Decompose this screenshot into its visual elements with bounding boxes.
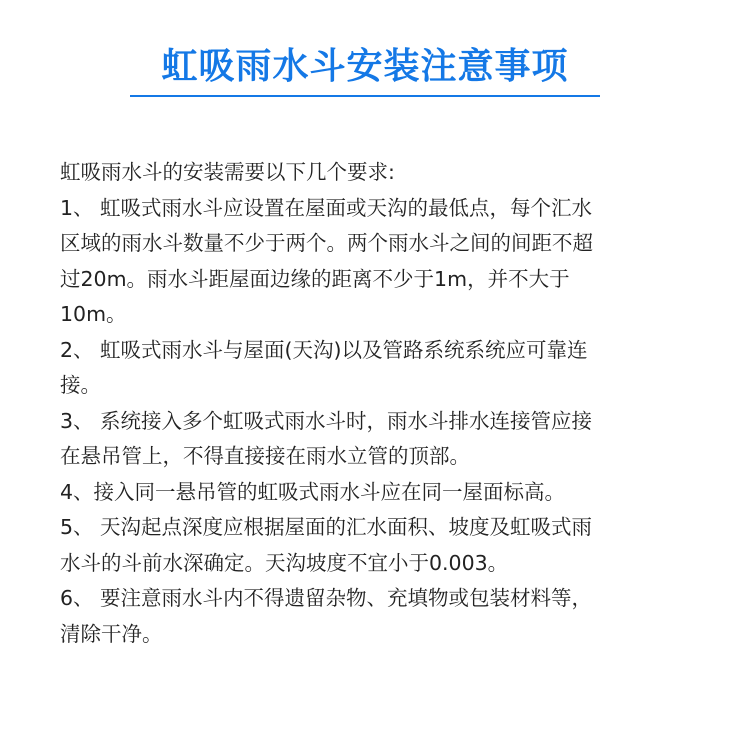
item-line: 区域的雨水斗数量不少于两个。两个雨水斗之间的间距不超 bbox=[60, 231, 593, 255]
list-item-1 bbox=[60, 191, 690, 333]
list-item-3 bbox=[60, 404, 690, 475]
item-line: 6、 要注意雨水斗内不得遗留杂物、充填物或包装材料等， bbox=[60, 586, 593, 610]
item-line: 在悬吊管上，不得直接接在雨水立管的顶部。 bbox=[60, 444, 470, 468]
list-item-2 bbox=[60, 333, 690, 404]
item-line: 接。 bbox=[60, 373, 101, 397]
list-item-5 bbox=[60, 510, 690, 581]
item-line: 10m。 bbox=[60, 302, 127, 326]
document-body bbox=[60, 155, 690, 652]
item-line: 过20m。雨水斗距屋面边缘的距离不少于1m，并不大于 bbox=[60, 266, 570, 291]
item-line: 3、 系统接入多个虹吸式雨水斗时，雨水斗排水连接管应接 bbox=[60, 408, 593, 433]
list-item-6 bbox=[60, 581, 690, 652]
item-line: 2、 虹吸式雨水斗与屋面(天沟)以及管路系统系统应可靠连 bbox=[60, 337, 588, 362]
item-line: 水斗的斗前水深确定。天沟坡度不宜小于0.003。 bbox=[60, 550, 509, 575]
item-line: 4、接入同一悬吊管的虹吸式雨水斗应在同一屋面标高。 bbox=[60, 479, 566, 504]
title-underline bbox=[130, 95, 600, 97]
item-line: 1、 虹吸式雨水斗应设置在屋面或天沟的最低点，每个汇水 bbox=[60, 195, 593, 220]
item-line: 5、 天沟起点深度应根据屋面的汇水面积、坡度及虹吸式雨 bbox=[60, 515, 593, 539]
page-title: 虹吸雨水斗安装注意事项 bbox=[161, 46, 569, 87]
list-item-4 bbox=[60, 475, 690, 511]
item-line: 清除干净。 bbox=[60, 621, 163, 646]
intro-line: 虹吸雨水斗的安装需要以下几个要求: bbox=[60, 160, 395, 184]
